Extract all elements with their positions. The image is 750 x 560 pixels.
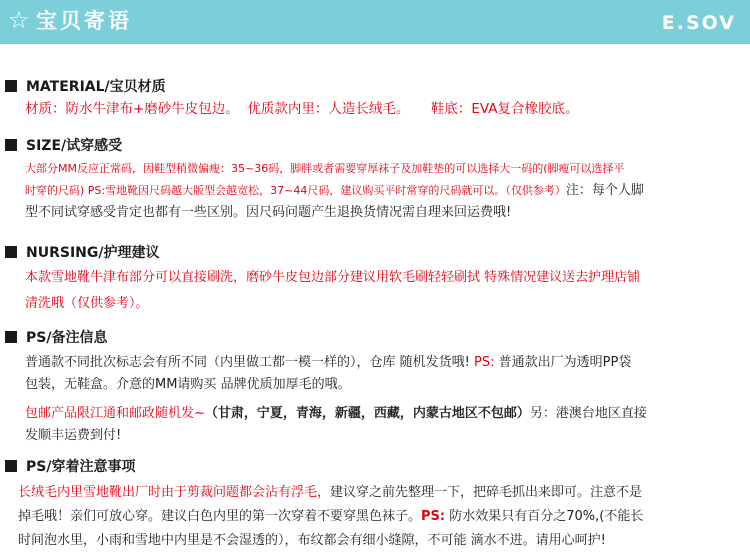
ps-info-line-1-tail: 普通款出厂为透明PP袋	[494, 355, 632, 370]
ps-info-line-1-black: 普通款不同批次标志会有所不同（内里做工都一模一样的），仓库 随机发货哦!	[25, 355, 470, 370]
ps-notes-line-2-red: PS:	[421, 509, 446, 524]
ps-notes-line-2-black: 掉毛哦！亲们可放心穿。建议白色内里的第一次穿着不要穿黑色袜子。	[18, 509, 422, 524]
material-text	[25, 98, 743, 121]
ps-notes-heading	[5, 457, 135, 475]
square-bullet-icon	[5, 246, 17, 258]
square-bullet-icon	[5, 139, 17, 151]
size-line-2-black: 注：每个人脚	[565, 183, 644, 198]
nursing-line-1: 本款雪地靴牛津布部分可以直接刷洗，磨砂牛皮包边部分建议用软毛刷轻轻刷拭 特殊情况建议送去护理店铺	[25, 270, 641, 285]
size-text	[25, 158, 743, 224]
square-bullet-icon	[5, 80, 17, 92]
ps-notes-line-1-red: 长绒毛内里雪地靴出厂时由于剪裁问题都会沾有浮毛，	[18, 485, 331, 500]
brand-logo: E.SOV	[661, 12, 736, 34]
banner-title: 宝贝寄语	[36, 9, 132, 33]
size-line-2-red: 时穿的尺码) PS:雪地靴因尺码越大版型会越宽松，37~44尺码，建议购买平时常穿的尺码就可以。（仅供参考）	[25, 184, 566, 197]
ps-notes-title: PS/穿着注意事项	[26, 459, 136, 475]
size-title: SIZE/试穿感受	[26, 138, 123, 154]
star-icon: ☆	[8, 6, 30, 34]
nursing-text	[25, 265, 743, 317]
ps-info-line-1	[25, 352, 743, 374]
ps-info-heading	[5, 328, 107, 346]
ps-info-line-3	[25, 403, 743, 425]
size-line-1: 大部分MM反应正常码，因鞋型稍微偏瘦：35~36码，脚胖或者需要穿厚袜子及加鞋垫的可以选择大一码的(脚瘦可以选择平	[25, 162, 625, 175]
ps-info-line-1-red: PS:	[469, 355, 495, 370]
material-title: MATERIAL/宝贝材质	[26, 79, 166, 95]
square-bullet-icon	[5, 331, 17, 343]
ps-info-line-3-tail: 另：港澳台地区直接	[529, 406, 647, 421]
nursing-heading	[5, 243, 159, 261]
square-bullet-icon	[5, 460, 17, 472]
size-heading	[5, 136, 122, 154]
ps-info-line-4: 发顺丰运费到付!	[25, 428, 122, 443]
ps-info-text	[25, 352, 743, 396]
ps-info-line-2: 包装，无鞋盒。介意的MM请购买 品牌优质加厚毛的哦。	[25, 377, 351, 392]
nursing-line-2: 清洗哦（仅供参考）。	[25, 296, 149, 311]
ps-notes-line-2-tail: 防水效果只有百分之70%,(不能长	[445, 509, 644, 524]
size-line-2	[25, 180, 743, 202]
ps-notes-line-3: 时间泡水里，小雨和雪地中内里是不会湿透的），布纹都会有细小缝隙，不可能 滴水不进。请用心呵护!	[18, 533, 606, 548]
header-banner	[0, 0, 750, 44]
ps-info-line-3-bold: （甘肃，宁夏，青海，新疆，西藏，内蒙古地区不包邮）	[204, 406, 530, 421]
ps-info-line-3-red: 包邮产品限江通和邮政随机发~	[25, 406, 205, 421]
ps-info-title: PS/备注信息	[26, 330, 108, 346]
material-heading	[5, 77, 166, 95]
nursing-title: NURSING/护理建议	[26, 245, 160, 261]
ps-notes-line-1	[18, 481, 744, 505]
ps-info-shipping	[25, 403, 743, 447]
ps-notes-text	[18, 481, 744, 553]
size-line-3: 型不同试穿感受肯定也都有一些区别。因尺码问题产生退换货情况需自理来回运费哦!	[25, 205, 512, 220]
material-line: 材质：防水牛津布+磨砂牛皮包边。 优质款内里：人造长绒毛。 鞋底：EVA复合橡胶底。	[25, 101, 579, 117]
ps-notes-line-2	[18, 505, 744, 529]
ps-notes-line-1-black: 建议穿之前先整理一下，把碎毛抓出来即可。注意不是	[330, 485, 643, 500]
